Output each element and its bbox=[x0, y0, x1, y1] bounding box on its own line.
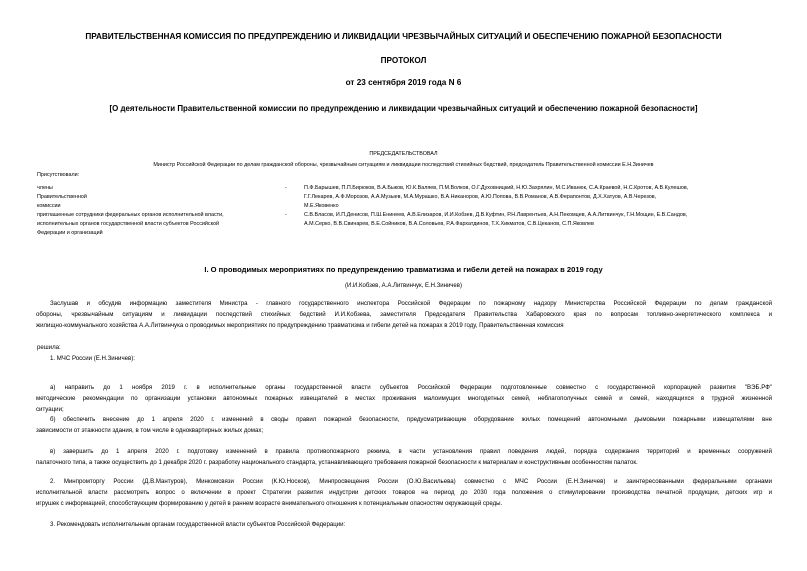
presiding-label: ПРЕДСЕДАТЕЛЬСТВОВАЛ bbox=[369, 151, 438, 157]
invited-names-line: С.В.Власов, И.П.Денисов, П.Ш.Енинеев, А.В.Елизаров, И.И.Кобзев, Д.В.Куфтин, Р.Н.Лаврентьев, А.Н.Пекомцев, А.А.Литвинчук, Г.Н.Мощин, Е.В.Сандов, bbox=[304, 212, 688, 218]
item-3: 3. Рекомендовать исполнительным органам государственной власти субъектов Российской Федерации: bbox=[50, 521, 346, 528]
item-2-line: 2. Минпромторгу России (Д.В.Мантуров), Минкомсвязи России (К.Ю.Носков), Минпросвещения России (О.Ю.Васильева) совместно с МЧС России (Е.Н.Зиничев) и заинтересованными федеральными органами bbox=[50, 478, 772, 485]
members-names-line: М.Е.Яковенко bbox=[304, 203, 339, 209]
item-1v-paragraph bbox=[36, 446, 772, 468]
commission-heading: ПРАВИТЕЛЬСТВЕННАЯ КОМИССИЯ ПО ПРЕДУПРЕЖДЕНИЮ И ЛИКВИДАЦИИ ЧРЕЗВЫЧАЙНЫХ СИТУАЦИЙ И ОБЕСПЕЧЕНИЮ ПОЖАРНОЙ БЕЗОПАСНОСТИ bbox=[85, 32, 722, 41]
item-2-line: игрушек с информацией, способствующим формированию у детей в раннем возрасте внимательного отношения к потенциальным опасностям окружающей среды. bbox=[36, 500, 503, 507]
item-1v-line: в) завершить до 1 апреля 2020 г. подготовку изменений в правила противопожарного режима, в части установления правил поведения людей, порядка содержания территорий и временных сооружений bbox=[50, 448, 772, 455]
item-2-line: исполнительной власти рассмотреть вопрос о включении в проект Стратегии развития индустрии детских товаров на период до 2030 года положения о стимулировании производства печатной продукции, детских игр и bbox=[36, 489, 772, 496]
members-label-line: члены bbox=[37, 185, 53, 191]
members-label-line: Правительственной bbox=[37, 194, 87, 200]
invited-label-line: приглашенные сотрудники федеральных органов исполнительной власти, bbox=[37, 212, 224, 218]
intro-line: Заслушав и обсудив информацию заместителя Министра - главного государственного инспектора Российской Федерации по пожарному надзору Министерства Российской Федерации по делам гражданской bbox=[50, 300, 772, 307]
members-dash: - bbox=[285, 185, 287, 191]
item-1a-line: ситуации; bbox=[36, 406, 64, 413]
members-names-line: П.Ф.Барышев, П.П.Бирюков, В.А.Быков, Ю.К.Валяев, П.М.Волков, О.Г.Духовницкий, Н.Ю.Захрялин, М.С.Иванюк, С.А.Краевой, Н.С.Кротов, А.В.Кулешов, bbox=[304, 185, 689, 191]
invited-label-line: Федерации и организаций bbox=[37, 230, 103, 236]
invited-label-line: исполнительных органов государственной власти субъектов Российской bbox=[37, 221, 220, 227]
members-names-line: Г.Г.Лекарев, А.Ф.Морозов, А.А.Музыев, М.А.Мурашко, В.А.Никаноров, А.Ю.Попова, В.В.Романов, А.В.Ферапонтов, Д.Х.Хатуов, А.В.Черезов, bbox=[304, 194, 657, 200]
decided-label: решила: bbox=[37, 344, 61, 351]
item-1a-line: а) направить до 1 ноября 2019 г. в исполнительные органы государственной власти субъектов Российской Федерации подготовленные совместно с государственной корпорацией развития "ВЭБ.РФ" bbox=[50, 384, 772, 391]
intro-line: жилищно-коммунального хозяйства А.А.Литвинчука о проводимых мероприятиях по предупреждению травматизма и гибели детей на пожарах в 2019 году, Правительственная комиссия bbox=[36, 322, 564, 329]
intro-paragraph bbox=[36, 298, 772, 331]
document-subject: [О деятельности Правительственной комиссии по предупреждению и ликвидации чрезвычайных ситуаций и обеспечению пожарной безопасности] bbox=[109, 104, 698, 113]
item-1b-line: б) обеспечить внесение до 1 апреля 2020 г. изменений в своды правил пожарной безопасности, предусматривающие оборудование жилых помещений автономными дымовыми пожарными извещателями вне bbox=[50, 416, 772, 423]
item-1v-line: палаточного типа, а также осуществить до 1 декабря 2020 г. разработку национального стандарта, устанавливающего требования пожарной безопасности к материалам и конструктивным особенностям палаток. bbox=[36, 459, 638, 466]
intro-line: обороны, чрезвычайным ситуациям и ликвидации последствий стихийных бедствий И.И.Кобзева, заместителя Председателя Правительства Хабаровского края по вопросам топливно-энергетического комплекса и bbox=[36, 311, 772, 318]
item-1b-line: зависимости от этажности здания, в том числе в одноквартирных жилых домах; bbox=[36, 427, 264, 434]
item-1a-paragraph bbox=[36, 382, 772, 415]
invited-dash: - bbox=[285, 212, 287, 218]
document-type-heading: ПРОТОКОЛ bbox=[380, 56, 427, 65]
document-date-line: от 23 сентября 2019 года N 6 bbox=[345, 78, 462, 87]
attendees-label: Присутствовали: bbox=[37, 172, 80, 178]
section-title: I. О проводимых мероприятиях по предупреждению травматизма и гибели детей на пожарах в 2019 году bbox=[204, 265, 603, 274]
presiding-name: Министр Российской Федерации по делам гражданской обороны, чрезвычайным ситуациям и ликвидации последствий стихийных бедствий, председатель Правительственной комиссии Е.Н.Зиничев bbox=[153, 162, 654, 168]
members-label-line: комиссии bbox=[37, 203, 61, 209]
section-speakers: (И.И.Кобзев, А.А.Литвинчук, Е.Н.Зиничев) bbox=[345, 283, 462, 289]
item-1b-paragraph bbox=[36, 414, 772, 436]
item-1: 1. МЧС России (Е.Н.Зиничев): bbox=[50, 355, 135, 362]
item-2-paragraph bbox=[36, 476, 772, 509]
invited-names-line: А.М.Серко, В.В.Свинарев, В.Е.Сойников, В.А.Соловьев, Р.А.Фархатдинов, Т.Х.Хикматов, С.В.Цеканов, С.П.Яковлев bbox=[304, 221, 594, 227]
item-1a-line: методические рекомендации по организации установки автономных пожарных извещателей в местах проживания малоимущих многодетных семей, неблагополучных семей и семей, находящихся в трудной жизненной bbox=[36, 395, 772, 402]
